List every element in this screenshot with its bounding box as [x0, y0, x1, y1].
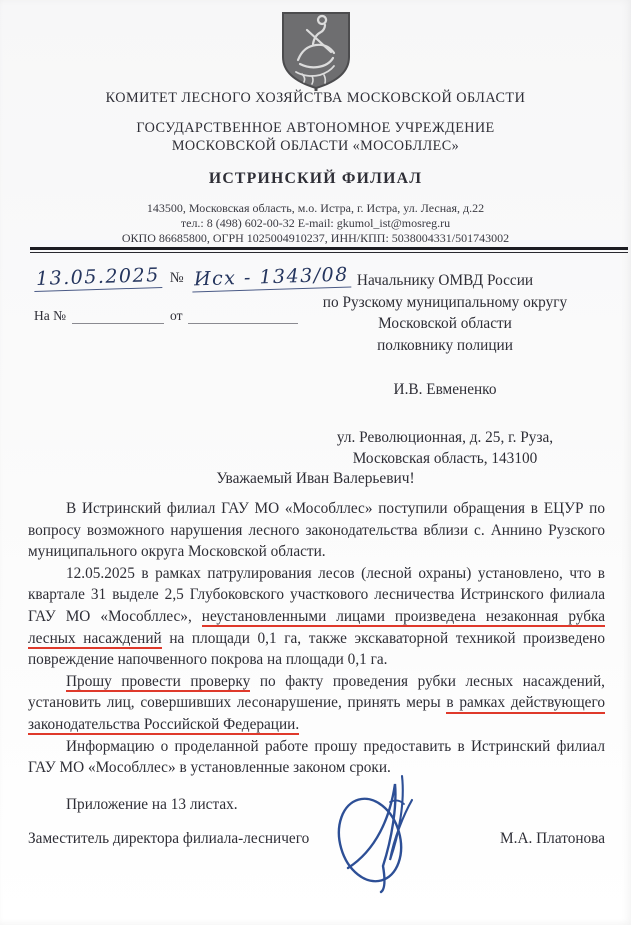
request-underlined-text: Прошу провести проверку — [66, 673, 250, 693]
findings-text: 12.05.2025 в рамках патрулирования лесов (лесной охраны) установлено, что в квартале 31 выделе 2,5 Глубоковского участкового лесничества Истринского филиала ГАУ МО «Мособллес», — [28, 564, 605, 625]
reference-block — [34, 263, 349, 324]
letterhead-phone-email: тел.: 8 (498) 602-00-32 E-mail: gkumol_ist@mosreg.ru — [180, 215, 451, 230]
organization-line1: ГОСУДАРСТВЕННОЕ АВТОНОМНОЕ УЧРЕЖДЕНИЕ — [136, 120, 495, 136]
reply-reference-row — [34, 308, 304, 324]
attachment-note: Приложение на 13 листах. — [66, 795, 238, 813]
paragraph-findings — [28, 563, 605, 671]
letterhead-address: 143500, Московская область, м.о. Истра, г. Истра, ул. Лесная, д.22 — [146, 201, 485, 215]
coat-of-arms-icon — [276, 10, 356, 92]
outgoing-number-handwritten: Исх - 1343/08 — [191, 264, 351, 293]
number-sign-label: № — [169, 270, 184, 286]
letter-body — [28, 498, 605, 815]
signer-position: Заместитель директора филиала-лесничего — [28, 830, 310, 847]
paragraph-intro-text: В Истринский филиал ГАУ МО «Мособллес» поступили обращения в ЕЦУР по вопросу возможного нарушения лесного законодательства вблизи с. Аннино Рузского муниципального округа Московской области. — [28, 500, 605, 561]
paragraph-report — [28, 736, 605, 779]
signature-scribble-icon — [328, 772, 438, 894]
report-text: Информацию о проделанной работе прошу предоставить в Истринский филиал ГАУ МО «Мособллес» в установленные законом сроки. — [28, 737, 605, 777]
paragraph-intro — [28, 498, 605, 563]
reply-number-blank — [72, 310, 164, 324]
recipient-address-line: Московская область, 143100 — [352, 450, 538, 468]
signature-block — [28, 830, 605, 848]
reply-from-label: от — [170, 308, 183, 323]
recipient-address-line: ул. Революционная, д. 25, г. Руза, — [336, 428, 554, 446]
paragraph-request — [28, 671, 605, 736]
recipient-block — [278, 270, 612, 470]
recipient-address — [278, 427, 612, 470]
findings-text-tail: на площади 0,1 га, также экскаваторной техникой произведено повреждение напочвенного покрова на площади 0,1 га. — [28, 629, 605, 669]
letterhead-divider — [30, 247, 628, 253]
request-text: по факту проведения рубки лесных насаждений, установить лиц, совершивших лесонарушение, принять меры — [28, 672, 605, 712]
recipient-name: И.В. Евмененко — [393, 380, 497, 398]
request-underlined-text-2: в рамках действующего законодательства Российской Федерации. — [28, 694, 605, 735]
organization-line2: МОСКОВСКОЙ ОБЛАСТИ «МОСОБЛЛЕС» — [171, 138, 460, 155]
findings-underlined-text: неустановленными лицами произведена незаконная рубка лесных насаждений — [28, 608, 605, 649]
signer-name: М.А. Платонова — [500, 830, 605, 847]
recipient-line: полковнику полиции — [377, 337, 513, 355]
branch-name: ИСТРИНСКИЙ ФИЛИАЛ — [208, 170, 423, 187]
recipient-line: Московской области — [378, 315, 512, 333]
letterhead-contacts — [0, 201, 631, 246]
salutation: Уважаемый Иван Валерьевич! — [216, 470, 415, 487]
reply-to-label: На № — [34, 308, 66, 323]
committee-name: КОМИТЕТ ЛЕСНОГО ХОЗЯЙСТВА МОСКОВСКОЙ ОБЛАСТИ — [105, 90, 526, 106]
outgoing-date-handwritten: 13.05.2025 — [34, 264, 162, 292]
letterhead-registration: ОКПО 86685800, ОГРН 1025004910237, ИНН/КПП: 5038004331/501743002 — [121, 230, 510, 245]
recipient-line: по Рузскому муниципальному округу — [322, 293, 568, 311]
organization-name — [0, 119, 631, 155]
recipient-line: Начальнику ОМВД России — [356, 272, 534, 289]
